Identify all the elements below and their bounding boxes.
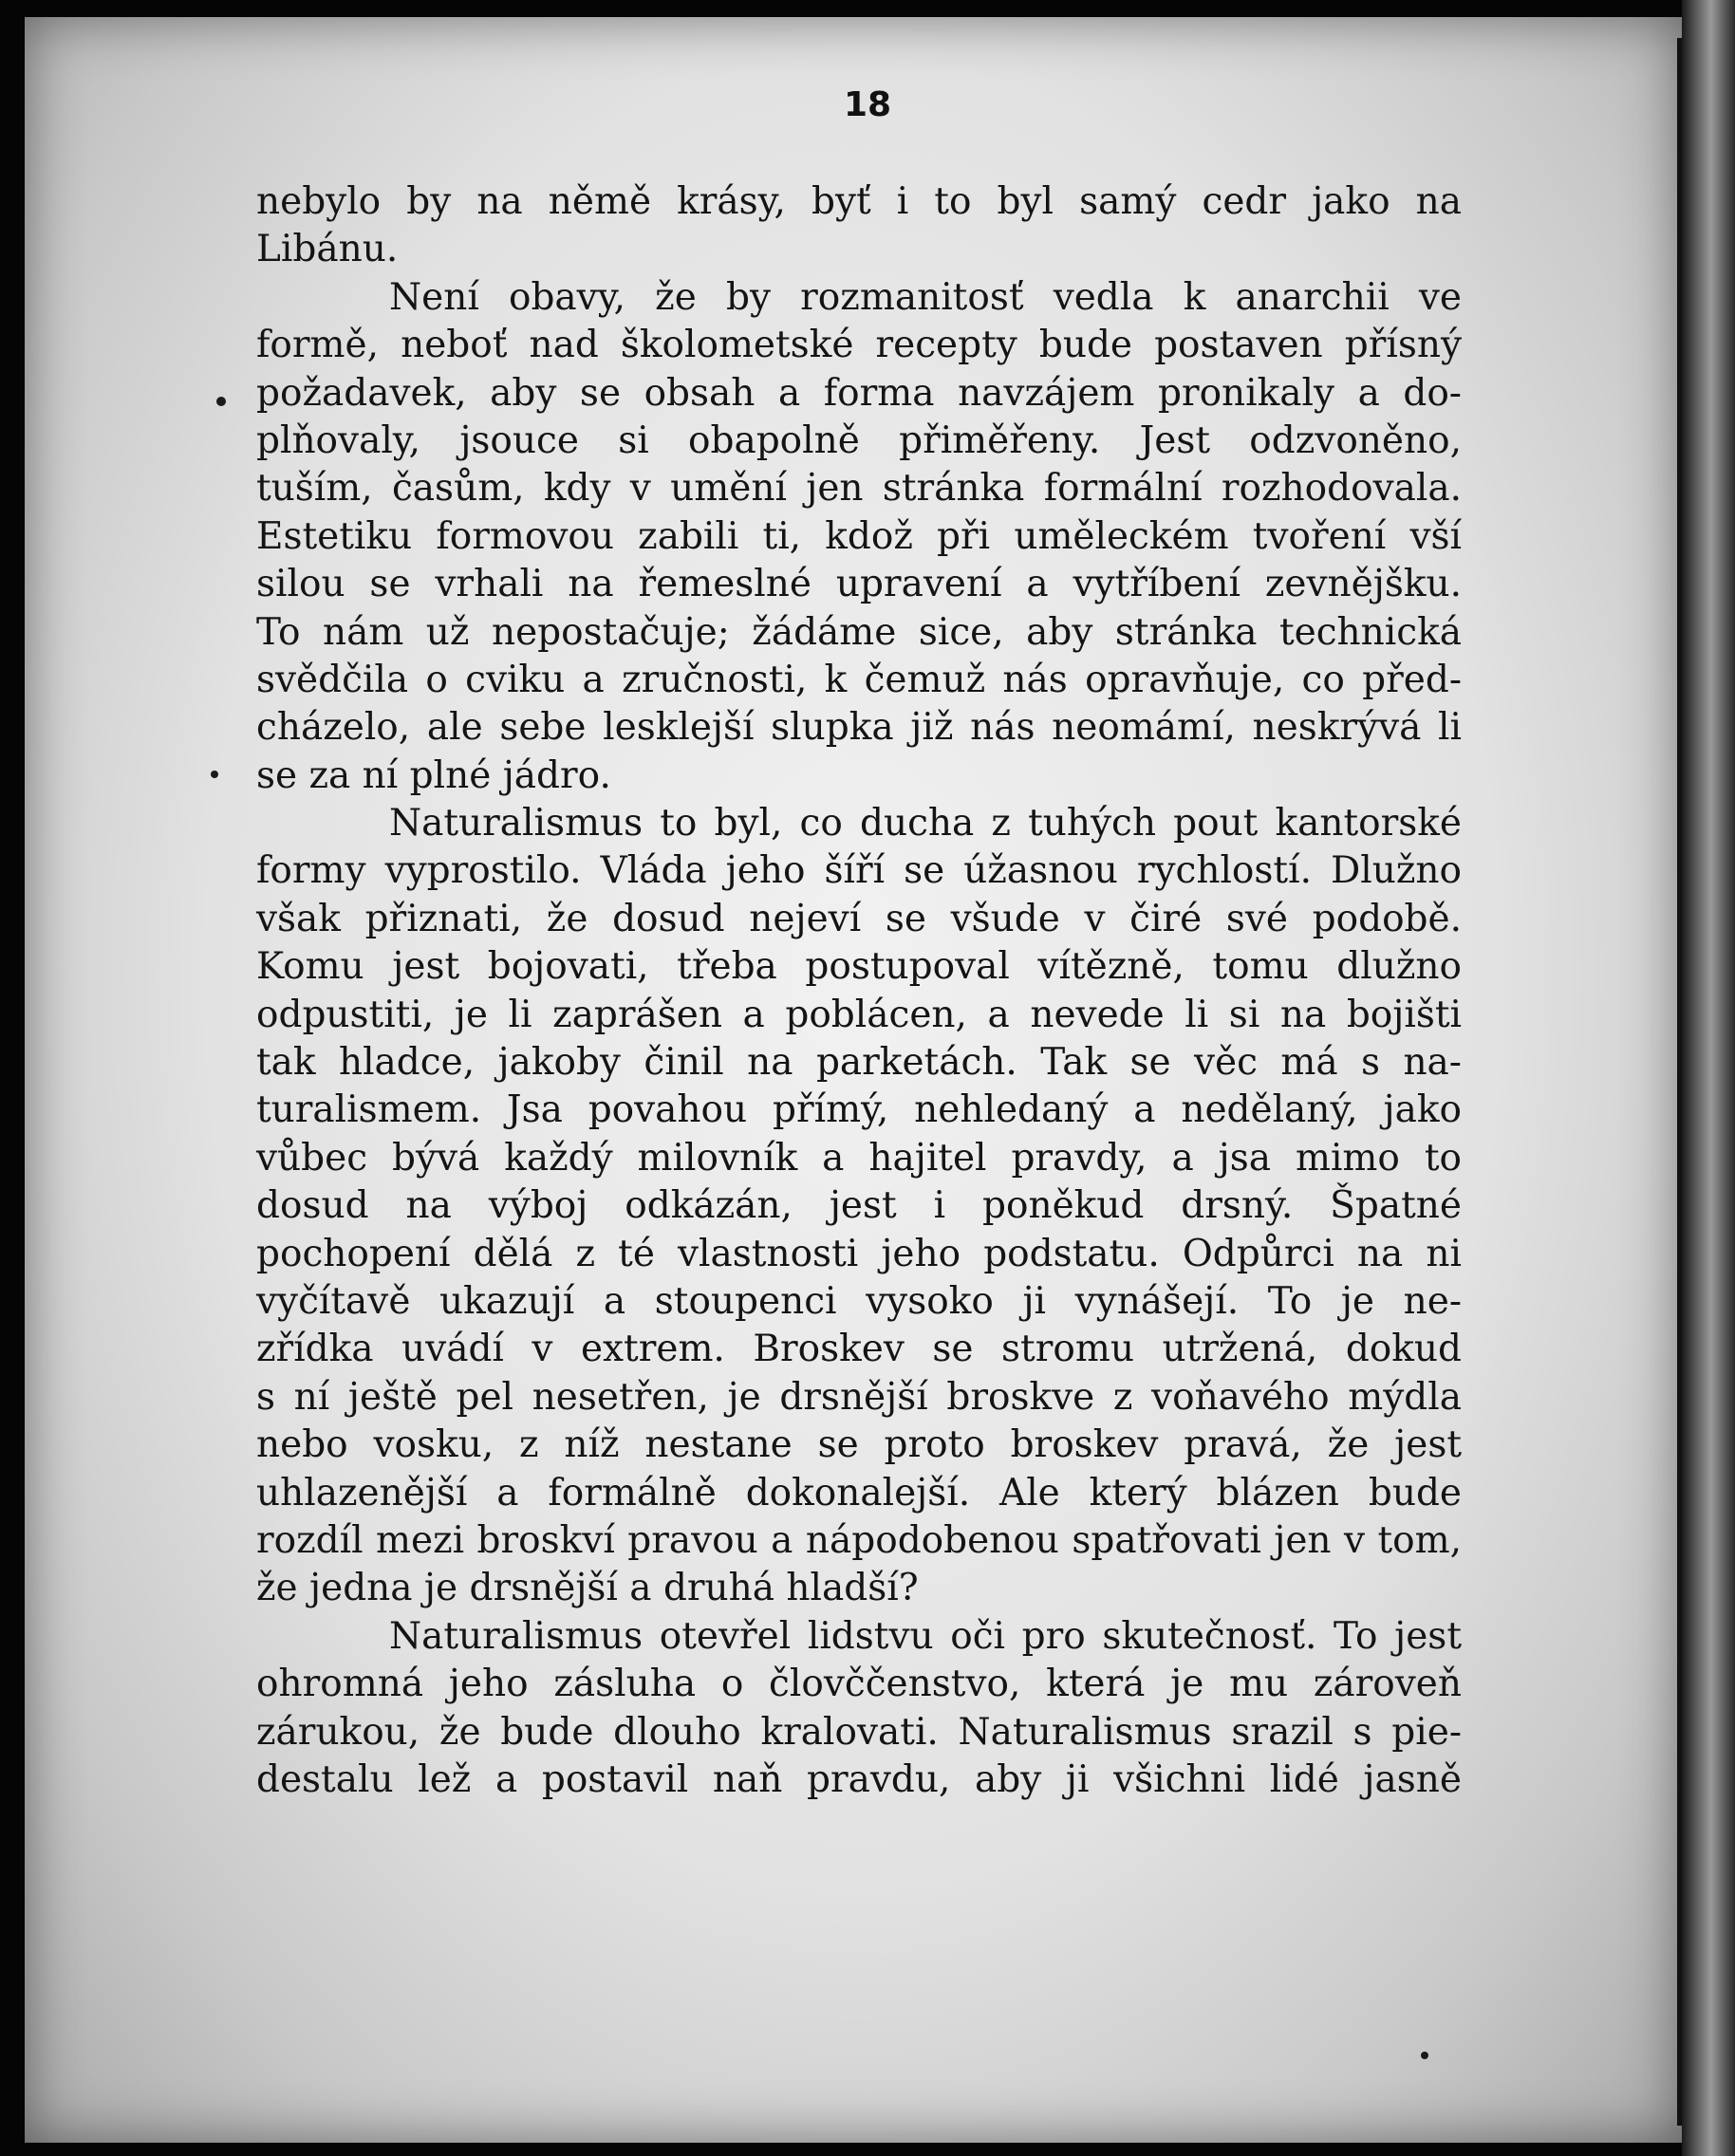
text-line: že jedna je drsnější a druhá hladší? — [256, 1567, 919, 1610]
text-line: Estetiku formovou zabili ti, kdož při uměleckém tvoření vší — [256, 514, 1462, 558]
text-line: požadavek, aby se obsah a forma navzájem pronikaly a do- — [256, 371, 1462, 415]
text-line: tak hladce, jakoby činil na parketách. Tak se věc má s na- — [256, 1041, 1462, 1085]
text-line: dosud na výboj odkázán, jest i poněkud drsný. Špatné — [256, 1184, 1462, 1228]
text-line: formy vyprostilo. Vláda jeho šíří se úžasnou rychlostí. Dlužno — [256, 849, 1462, 893]
adjacent-page-edge — [1682, 0, 1735, 2156]
text-line: pochopení dělá z té vlastnosti jeho podstatu. Odpůrci na ni — [256, 1232, 1462, 1275]
text-line: Libánu. — [256, 228, 399, 271]
text-line: formě, neboť nad školometské recepty bude postaven přísný — [256, 324, 1462, 367]
ink-speck — [211, 771, 218, 778]
text-line: plňovaly, jsouce si obapolně přiměřeny. Jest odzvoněno, — [256, 418, 1462, 462]
text-line: ohromná jeho zásluha o človččenstvo, která je mu zároveň — [256, 1663, 1462, 1706]
ink-speck — [216, 397, 226, 406]
text-line: cházelo, ale sebe lesklejší slupka již nás neomámí, neskrývá li — [256, 706, 1462, 750]
text-line: zřídka uvádí v extrem. Broskev se stromu utržená, dokud — [256, 1328, 1462, 1371]
page-binding-line — [1677, 38, 1682, 2126]
text-line: To nám už nepostačuje; žádáme sice, aby stránka technická — [256, 610, 1462, 654]
text-line: Komu jest bojovati, třeba postupoval vítězně, tomu dlužno — [256, 945, 1462, 989]
text-line: vyčítavě ukazují a stoupenci vysoko ji vynášejí. To je ne- — [256, 1279, 1462, 1323]
text-line: nebylo by na němě krásy, byť i to byl samý cedr jako na — [256, 180, 1462, 223]
text-line: rozdíl mezi broskví pravou a nápodobenou spatřovati jen v tom, — [256, 1518, 1462, 1562]
ink-speck — [1421, 2052, 1428, 2059]
text-line: silou se vrhali na řemeslné upravení a vytříbení zevnějšku. — [256, 563, 1462, 606]
text-line: Naturalismus to byl, co ducha z tuhých pout kantorské — [389, 802, 1462, 846]
text-line: vůbec bývá každý milovník a hajitel pravdy, a jsa mimo to — [256, 1136, 1462, 1180]
text-line: s ní ještě pel nesetřen, je drsnější broskve z voňavého mýdla — [256, 1375, 1462, 1419]
text-line: však přiznati, že dosud nejeví se všude v čiré své podobě. — [256, 897, 1462, 940]
text-line: turalismem. Jsa povahou přímý, nehledaný a nedělaný, jako — [256, 1088, 1462, 1132]
text-line: se za ní plné jádro. — [256, 753, 611, 797]
body-text — [256, 178, 1462, 1804]
text-line: destalu lež a postavil naň pravdu, aby ji všichni lidé jasně — [256, 1757, 1462, 1801]
text-line: nebo vosku, z níž nestane se proto broskev pravá, že jest — [256, 1423, 1462, 1467]
text-line: svědčila o cviku a zručnosti, k čemuž nás opravňuje, co před- — [256, 658, 1462, 701]
text-line: uhlazenější a formálně dokonalejší. Ale který blázen bude — [256, 1471, 1462, 1515]
text-line: zárukou, že bude dlouho kralovati. Naturalismus srazil s pie- — [256, 1710, 1462, 1754]
text-line: odpustiti, je li zaprášen a poblácen, a nevede li si na bojišti — [256, 993, 1462, 1036]
text-line: Naturalismus otevřel lidstvu oči pro skutečnosť. To jest — [389, 1614, 1462, 1658]
page-number: 18 — [843, 85, 892, 124]
text-line: tuším, časům, kdy v umění jen stránka formální rozhodovala. — [256, 467, 1462, 511]
text-line: Není obavy, že by rozmanitosť vedla k anarchii ve — [389, 275, 1462, 319]
